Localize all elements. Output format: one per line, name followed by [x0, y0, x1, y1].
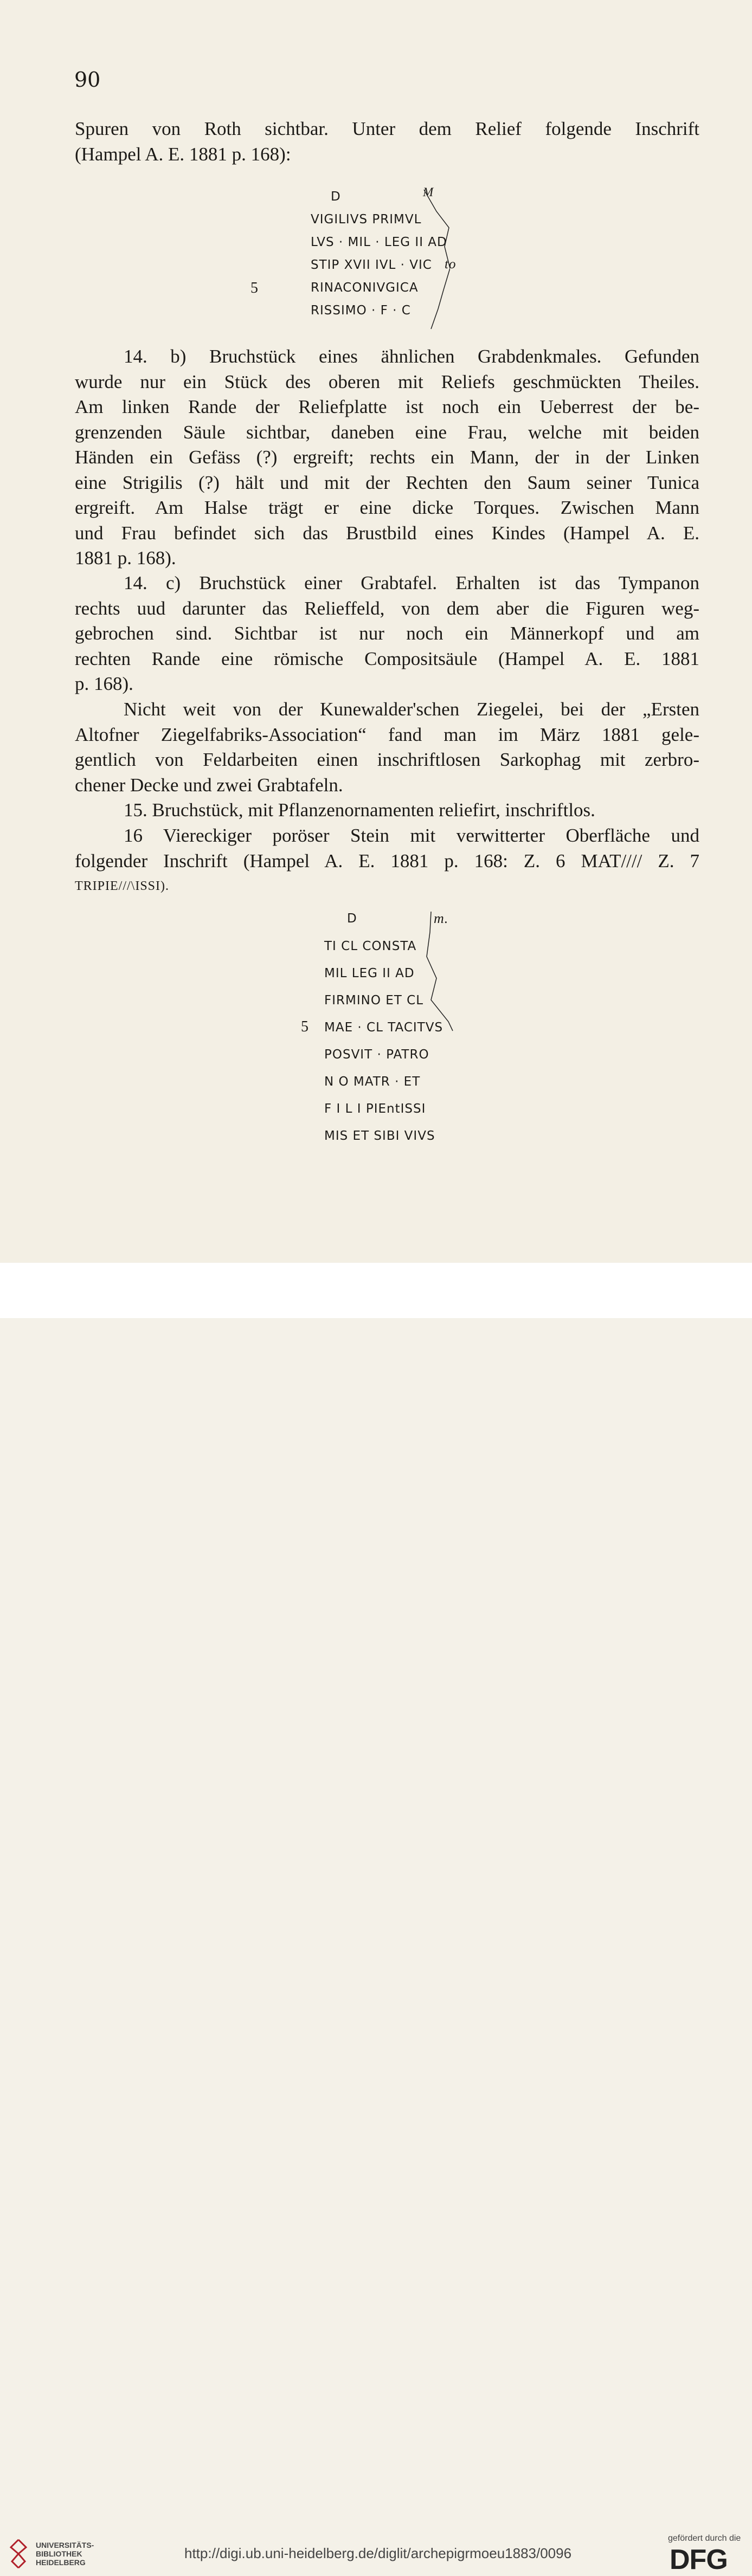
- inscription-line: MIS ET SIBI VIVS: [324, 1129, 435, 1143]
- inscription-line: F I L I PIEntISSI: [324, 1102, 426, 1116]
- page-number: 90: [74, 68, 101, 92]
- text-line: rechts uud darunter das Relieffeld, von dem aber die Figuren weg-: [75, 597, 699, 619]
- library-name: [36, 2541, 94, 2567]
- line-number: 5: [301, 1018, 308, 1035]
- inscription-line: RISSIMO · F · C: [311, 304, 411, 318]
- text-line: gentlich von Feldarbeiten einen inschriftlosen Sarkophag mit zerbro-: [75, 749, 699, 770]
- text-line: grenzenden Säule sichtbar, daneben eine Frau, welche mit beiden: [75, 421, 699, 443]
- paragraph-14b: [75, 344, 699, 571]
- inscription-line: D: [347, 912, 357, 926]
- text-line: Am linken Rande der Reliefplatte ist noch ein Ueberrest der be-: [75, 396, 699, 417]
- inscription-break-line: [420, 911, 458, 1032]
- inscription-break-line: [412, 187, 450, 333]
- inscription-corner: m.: [434, 911, 449, 926]
- text-line: p. 168).: [75, 673, 133, 694]
- inscription-line: MIL LEG II AD: [324, 966, 415, 980]
- text-line: wurde nur ein Stück des oberen mit Reliefs geschmückten Theiles.: [75, 371, 699, 392]
- inscription-italic-tail: to: [445, 257, 457, 272]
- paragraph-nicht-weit: [75, 697, 699, 798]
- text-line: folgender Inschrift (Hampel A. E. 1881 p. 168: Z. 6 MAT//// Z. 7: [75, 850, 699, 871]
- inscription-corner: M: [423, 185, 434, 199]
- sponsor-caption: gefördert durch die: [668, 2534, 741, 2543]
- inscription-line: D: [331, 190, 341, 204]
- text-line: und Frau befindet sich das Brustbild eines Kindes (Hampel A. E.: [75, 522, 699, 544]
- inscription-line: LVS · MIL · LEG II AD: [311, 235, 447, 249]
- text-line: 1881 p. 168).: [75, 547, 176, 569]
- inscription-line: POSVIT · PATRO: [324, 1048, 429, 1062]
- inscription-line: TI CL CONSTA: [324, 939, 417, 953]
- text-line: rechten Rande eine römische Compositsäule (Hampel A. E. 1881: [75, 648, 699, 669]
- line-number: 5: [250, 280, 258, 296]
- text-line: Altofner Ziegelfabriks-Association“ fand man im März 1881 gele-: [75, 724, 699, 745]
- inscription-line: RINACONIVGICA: [311, 281, 419, 295]
- text-line: eine Strigilis (?) hält und mit der Rechten den Saum seiner Tunica: [75, 472, 699, 493]
- library-line: BIBLIOTHEK: [36, 2549, 82, 2558]
- text-line: Nicht weit von der Kunewalder'schen Ziegelei, bei der „Ersten: [124, 699, 699, 720]
- paragraph-14c: [75, 571, 699, 697]
- text-line: ergreift. Am Halse trägt er eine dicke Torques. Zwischen Mann: [75, 497, 699, 518]
- text-line: (Hampel A. E. 1881 p. 168):: [75, 143, 291, 165]
- inscription-line: VIGILIVS PRIMVL: [311, 212, 422, 227]
- inscription-line: MAE · CL TACITVS: [324, 1021, 444, 1035]
- intro-paragraph: [75, 117, 699, 167]
- text-line: Händen ein Gefäss (?) ergreift; rechts ein Mann, der in der Linken: [75, 447, 699, 468]
- text-line: gebrochen sind. Sichtbar ist nur noch ein Männerkopf und am: [75, 623, 699, 644]
- library-line: UNIVERSITÄTS-: [36, 2541, 94, 2549]
- text-line: TRIPIE///\ISSI).: [75, 879, 170, 893]
- dfg-logo: DFG: [670, 2544, 728, 2575]
- library-logo-icon: [8, 2538, 29, 2569]
- inscription-line: FIRMINO ET CL: [324, 993, 424, 1008]
- paragraph-15: [75, 798, 699, 823]
- inscription-line: STIP XVII IVL · VIC: [311, 258, 432, 272]
- inscription-line: N O MATR · ET: [324, 1075, 421, 1089]
- text-line: chener Decke und zwei Grabtafeln.: [75, 774, 343, 796]
- document-page: [0, 0, 752, 1263]
- text-line: 14. c) Bruchstück einer Grabtafel. Erhalten ist das Tympanon: [124, 572, 699, 593]
- text-line: 14. b) Bruchstück eines ähnlichen Grabdenkmales. Gefunden: [124, 346, 699, 367]
- source-url[interactable]: http://digi.ub.uni-heidelberg.de/diglit/archepigrmoeu1883/0096: [184, 2545, 572, 2561]
- text-line: 15. Bruchstück, mit Pflanzenornamenten reliefirt, inschriftlos.: [124, 799, 595, 821]
- footer-bar: [0, 1263, 752, 2575]
- paragraph-16: [75, 823, 699, 899]
- text-line: Spuren von Roth sichtbar. Unter dem Relief folgende Inschrift: [75, 118, 699, 139]
- library-line: HEIDELBERG: [36, 2558, 86, 2567]
- text-line: 16 Viereckiger poröser Stein mit verwitterter Oberfläche und: [124, 825, 699, 846]
